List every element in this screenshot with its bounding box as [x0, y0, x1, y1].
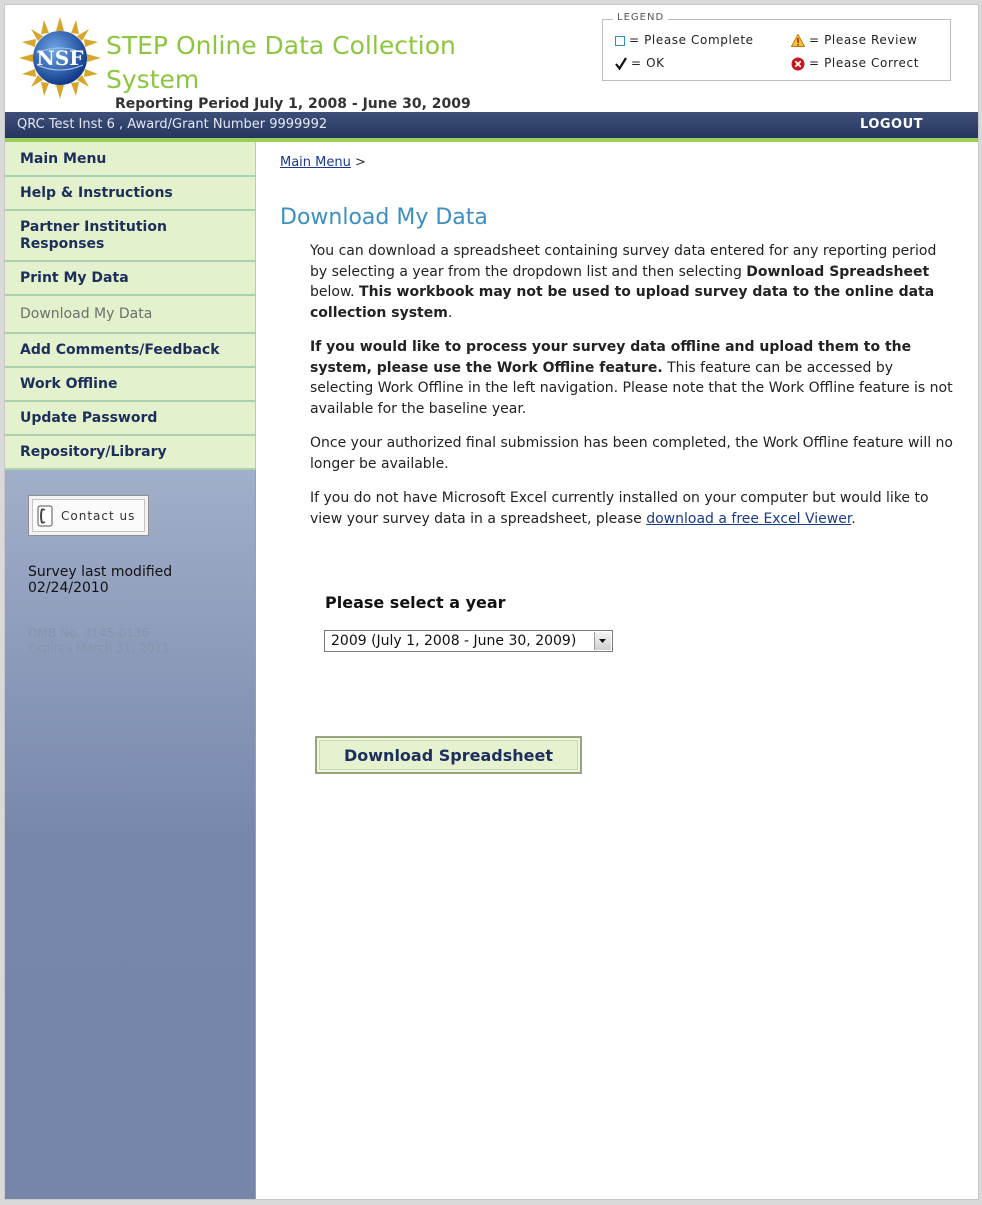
sidebar-item-label: Main Menu	[20, 150, 107, 167]
sidebar-item-label: Repository/Library	[20, 444, 167, 460]
dropdown-arrow[interactable]	[594, 632, 611, 650]
legend	[602, 12, 951, 81]
sidebar-item-download-my-data[interactable]	[5, 296, 256, 334]
sidebar	[5, 142, 256, 1200]
sidebar-item-main-menu[interactable]	[5, 142, 256, 177]
omb-expires: Expires March 31, 2011	[28, 641, 170, 655]
sidebar-nav	[5, 142, 256, 470]
logout-button[interactable]: LOGOUT	[860, 117, 924, 132]
empty-checkbox-icon	[615, 36, 625, 46]
intro-paragraph: You can download a spreadsheet containing survey data entered for any reporting period by selecting a year from the dropdown list and then selecting Download Spreadsheet below. This workbook may not be used to upload survey data to the online data collection system.	[310, 243, 937, 321]
warning-triangle-icon	[791, 34, 805, 47]
breadcrumb-separator: >	[355, 155, 366, 170]
legend-item-please-complete: = Please Complete	[615, 33, 754, 47]
survey-modified-label: Survey last modified	[28, 564, 173, 580]
year-select-value: 2009 (July 1, 2008 - June 30, 2009)	[331, 633, 577, 649]
sidebar-item-label: Help & Instructions	[20, 185, 173, 201]
legend-item-ok: = OK	[615, 56, 665, 70]
excel-viewer-paragraph: If you do not have Microsoft Excel currently installed on your computer but would like to view your survey data in a spreadsheet, please download a free Excel Viewer.	[310, 490, 929, 527]
omb-number: OMB No. 3145-0136	[28, 626, 149, 640]
legend-title: LEGEND	[613, 12, 668, 23]
reporting-period: Reporting Period July 1, 2008 - June 30, 2009	[115, 96, 471, 112]
year-select-label: Please select a year	[325, 593, 506, 612]
sidebar-item-label: Work Offline	[20, 376, 118, 392]
survey-modified-date: 02/24/2010	[28, 580, 109, 596]
sidebar-item-update-password[interactable]	[5, 402, 256, 436]
svg-text:NSF: NSF	[36, 46, 84, 70]
sidebar-item-print-my-data[interactable]	[5, 262, 256, 296]
red-x-icon	[791, 57, 805, 71]
sidebar-item-label: Add Comments/Feedback	[20, 342, 220, 358]
institution-info: QRC Test Inst 6 , Award/Grant Number 9999992	[17, 117, 328, 132]
top-bar	[5, 112, 979, 138]
page-title: Download My Data	[280, 205, 488, 230]
nsf-logo	[19, 17, 101, 99]
app-window	[4, 4, 979, 1200]
sidebar-item-help-instructions[interactable]	[5, 177, 256, 211]
sidebar-item-label: Partner Institution Responses	[20, 218, 167, 252]
chevron-down-icon	[595, 632, 610, 648]
sidebar-item-repository-library[interactable]	[5, 436, 256, 470]
breadcrumb	[280, 155, 366, 170]
sidebar-item-add-comments-feedback[interactable]	[5, 334, 256, 368]
sidebar-item-work-offline[interactable]	[5, 368, 256, 402]
download-spreadsheet-button[interactable]	[315, 736, 582, 774]
sidebar-item-label: Download My Data	[20, 306, 153, 322]
excel-viewer-link[interactable]: download a free Excel Viewer	[646, 510, 852, 527]
legend-item-please-review: = Please Review	[791, 33, 917, 47]
phone-icon	[37, 505, 53, 527]
submission-paragraph: Once your authorized final submission has been completed, the Work Offline feature will no longer be available.	[310, 435, 953, 472]
checkmark-icon	[615, 57, 627, 70]
work-offline-paragraph: If you would like to process your survey data offline and upload them to the system, please use the Work Offline feature. This feature can be accessed by selecting Work Offline in the left navigation. Please note that the Work Offline feature is not available for the baseline year.	[310, 339, 953, 417]
download-spreadsheet-label: Download Spreadsheet	[319, 740, 578, 770]
sidebar-item-partner-institution-responses[interactable]	[5, 211, 256, 262]
breadcrumb-main-menu-link[interactable]: Main Menu	[280, 155, 351, 170]
header	[5, 5, 979, 115]
contact-us-button[interactable]	[28, 495, 149, 536]
app-title: STEP Online Data Collection System	[106, 31, 456, 94]
legend-item-please-correct: = Please Correct	[791, 56, 919, 71]
sidebar-item-label: Print My Data	[20, 270, 129, 286]
contact-us-label: Contact us	[61, 509, 136, 523]
sidebar-item-label: Update Password	[20, 410, 158, 426]
year-select[interactable]	[324, 630, 613, 652]
